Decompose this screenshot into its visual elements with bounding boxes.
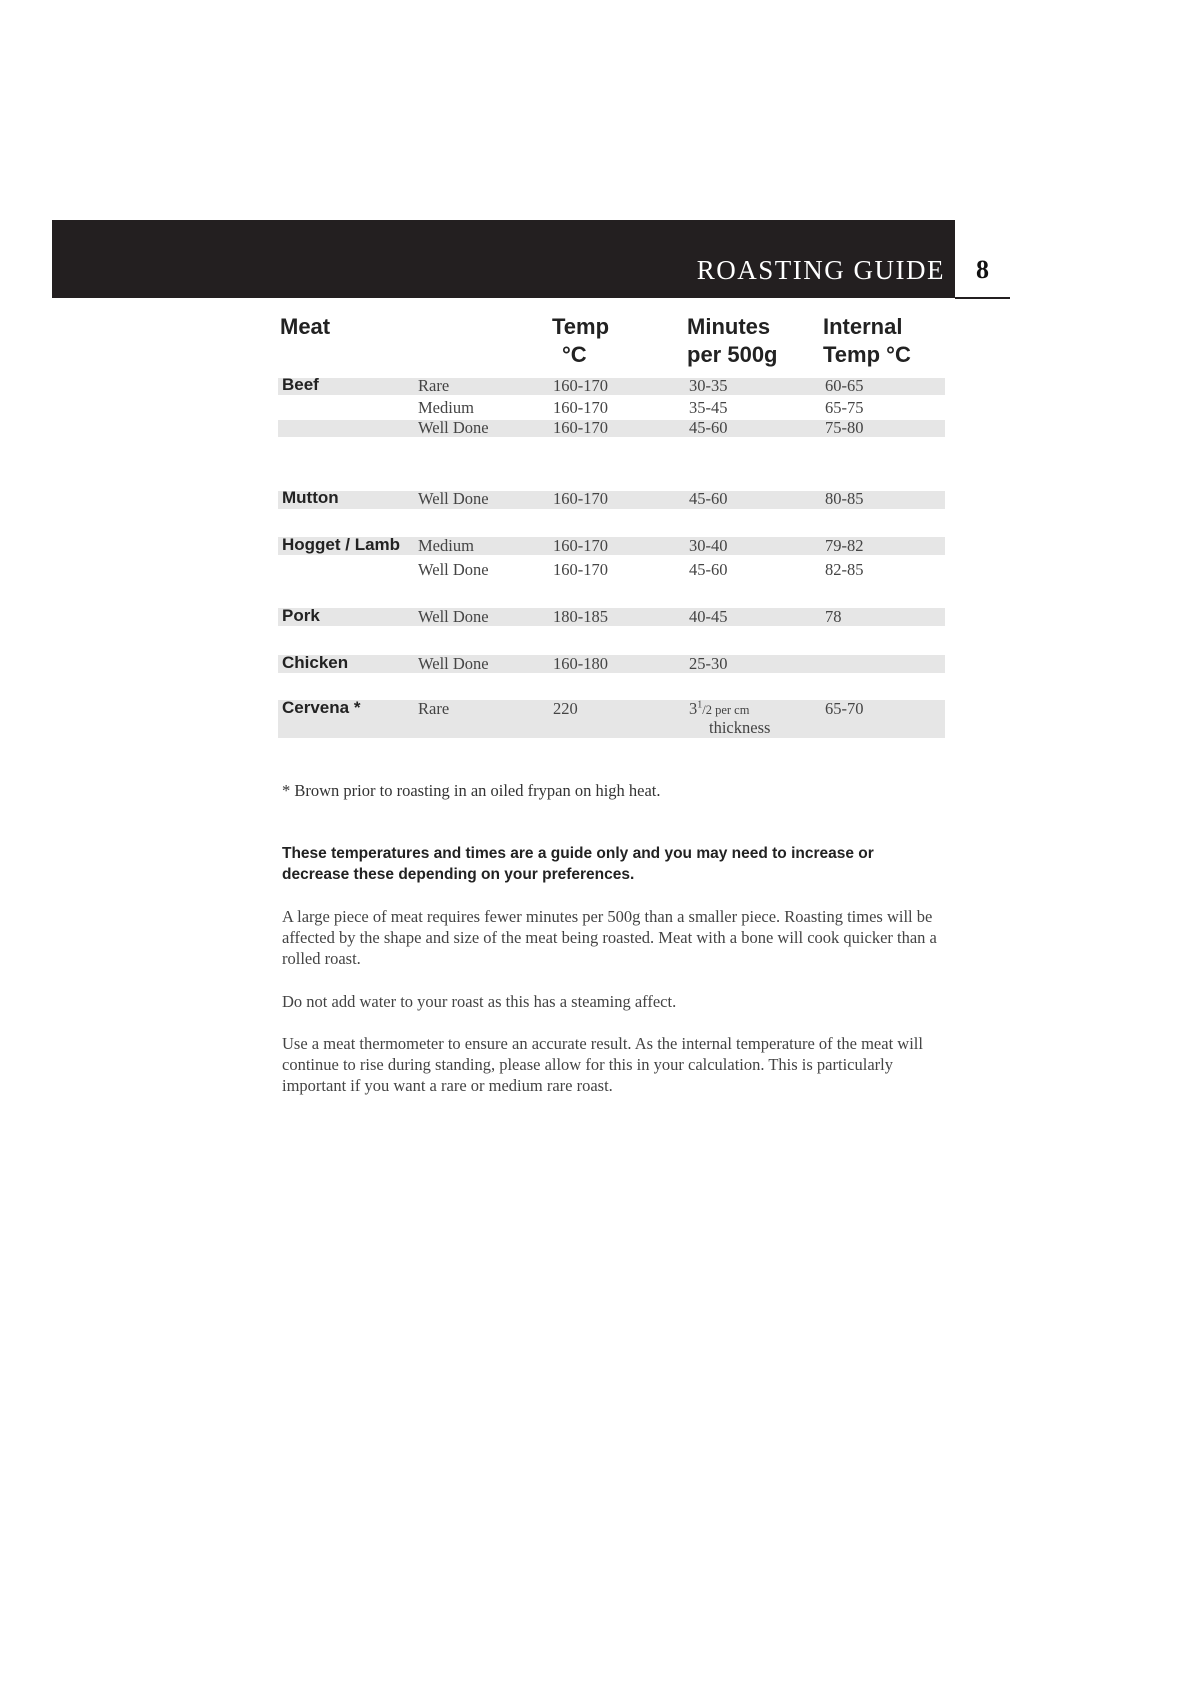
temp-cell: 220 — [553, 699, 578, 718]
column-header-meat: Meat — [280, 314, 331, 339]
internal-temp-cell: 65-70 — [825, 699, 864, 718]
doneness-cell: Well Done — [418, 418, 489, 437]
header-banner — [52, 220, 955, 298]
meat-name: Mutton — [282, 488, 339, 507]
temp-cell: 160-170 — [553, 398, 608, 417]
internal-temp-cell: 60-65 — [825, 376, 864, 395]
column-header-internal: Internal — [823, 314, 903, 339]
temp-cell: 180-185 — [553, 607, 608, 626]
meat-name: Pork — [282, 606, 320, 625]
meat-name: Chicken — [282, 653, 349, 672]
doneness-cell: Well Done — [418, 489, 489, 508]
internal-temp-cell: 80-85 — [825, 489, 864, 508]
doneness-cell: Medium — [418, 536, 474, 555]
minutes-fraction-numerator: 1 — [697, 699, 703, 711]
doneness-cell: Rare — [418, 699, 450, 718]
temp-cell: 160-170 — [553, 376, 608, 395]
column-header-per-500g: per 500g — [687, 342, 778, 367]
temp-cell: 160-170 — [553, 418, 608, 437]
internal-temp-cell: 75-80 — [825, 418, 864, 437]
minutes-cell: 40-45 — [689, 607, 728, 626]
guide-disclaimer: These temperatures and times are a guide only and you may need to increase or decrease these depending on your preferences. — [282, 845, 874, 883]
doneness-cell: Well Done — [418, 654, 489, 673]
page-title: ROASTING GUIDE — [696, 255, 945, 285]
temp-cell: 160-170 — [553, 560, 608, 579]
meat-name: Beef — [282, 375, 319, 394]
minutes-cell: 30-40 — [689, 536, 728, 555]
minutes-cell: 45-60 — [689, 489, 728, 508]
page-number: 8 — [976, 255, 989, 284]
temp-cell: 160-180 — [553, 654, 608, 673]
temp-cell: 160-170 — [553, 489, 608, 508]
internal-temp-cell: 79-82 — [825, 536, 864, 555]
minutes-cell: 45-60 — [689, 560, 728, 579]
internal-temp-cell: 82-85 — [825, 560, 864, 579]
minutes-cell: 45-60 — [689, 418, 728, 437]
footnote: * Brown prior to roasting in an oiled frypan on high heat. — [282, 781, 661, 800]
doneness-cell: Rare — [418, 376, 450, 395]
minutes-fraction-rest: /2 per cm — [702, 703, 750, 717]
column-header-temp-unit: °C — [562, 342, 587, 367]
minutes-whole: 3 — [689, 699, 698, 718]
doneness-cell: Well Done — [418, 607, 489, 626]
column-header-temp: Temp — [552, 314, 610, 339]
minutes-cell: 25-30 — [689, 654, 728, 673]
paragraph-thermometer: Use a meat thermometer to ensure an accurate result. As the internal temperature of the meat will continue to rise during standing, please allow for this in your calculation. This is particularly important if you want a rare or medium rare roast. — [282, 1034, 923, 1095]
minutes-cell — [689, 699, 749, 719]
page-number-rule — [955, 297, 1010, 299]
meat-name: Hogget / Lamb — [282, 535, 401, 554]
internal-temp-cell: 78 — [825, 607, 842, 626]
row-band — [278, 655, 945, 673]
minutes-cell: 35-45 — [689, 398, 728, 417]
minutes-cell: 30-35 — [689, 376, 728, 395]
column-header-minutes: Minutes — [687, 314, 771, 339]
temp-cell: 160-170 — [553, 536, 608, 555]
minutes-cell-line2: thickness — [709, 718, 771, 737]
internal-temp-cell: 65-75 — [825, 398, 864, 417]
column-header-internal-temp: Temp °C — [823, 342, 911, 367]
meat-name: Cervena * — [282, 698, 361, 717]
doneness-cell: Well Done — [418, 560, 489, 579]
paragraph-meat-size: A large piece of meat requires fewer minutes per 500g than a smaller piece. Roasting times will be affected by the shape and size of the meat being roasted. Meat with a bone will cook quicker than a rolled roast. — [282, 907, 937, 968]
paragraph-water: Do not add water to your roast as this has a steaming affect. — [282, 992, 677, 1011]
row-band — [278, 608, 945, 626]
doneness-cell: Medium — [418, 398, 474, 417]
